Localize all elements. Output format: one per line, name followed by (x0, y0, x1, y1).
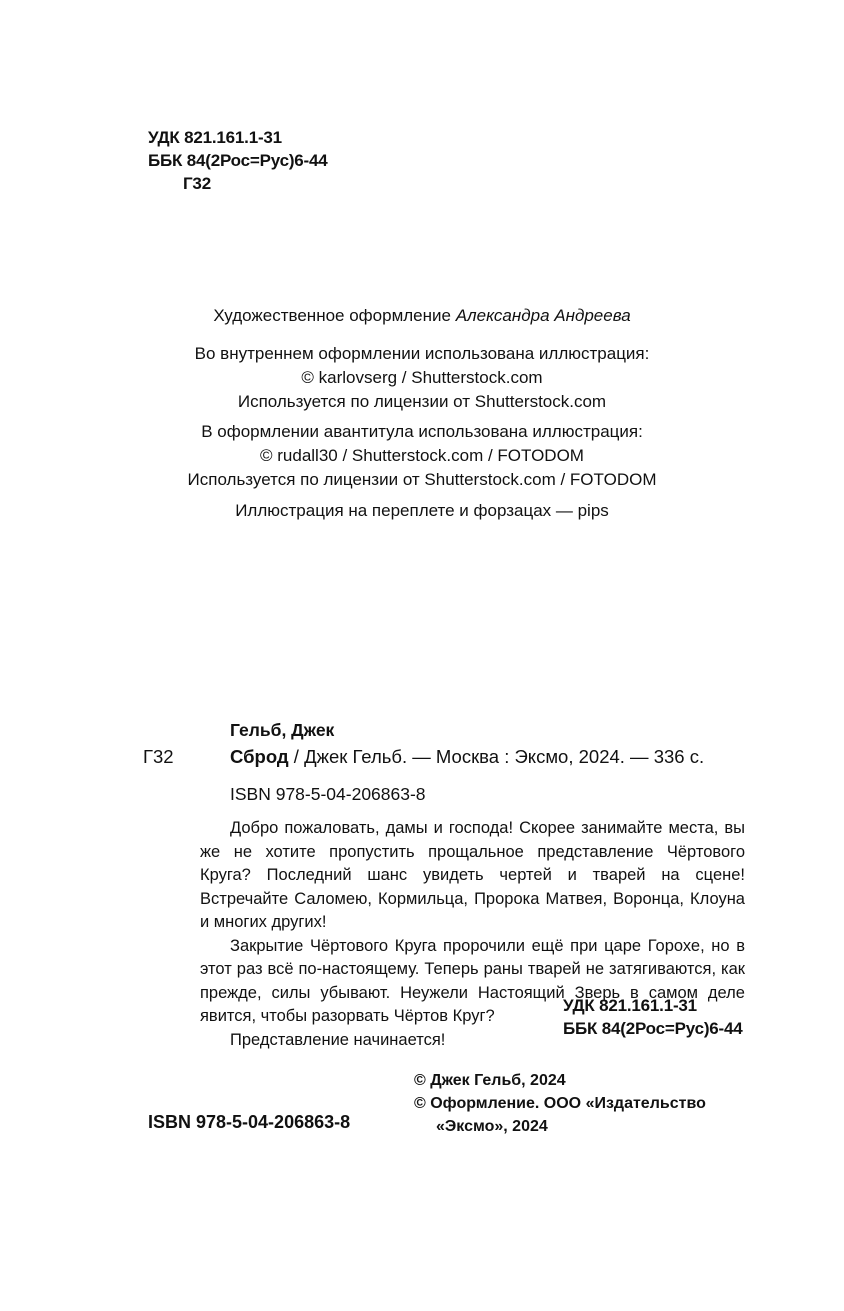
design-label: Художественное оформление (213, 306, 451, 325)
annotation-paragraph: Добро пожаловать, дамы и господа! Скорее занимайте места, вы же не хотите пропустить прощальное представление Чёртового Круга? Последний шанс увидеть чертей и тварей на сцене! Встречайте Саломею, Кормильца, Пророка Матвея, Воронца, Клоуна и многих других! (200, 819, 745, 931)
inner-illustration-label: Во внутреннем оформлении использована иллюстрация: (194, 344, 650, 363)
annotation-paragraph: Представление начинается! (230, 1030, 446, 1049)
avantitul-credit: © rudall30 / Shutterstock.com / FOTODOM (260, 446, 584, 465)
avantitul-block (0, 420, 844, 492)
bibliographic-description (230, 746, 704, 768)
cover-illustration-block (0, 499, 844, 523)
inner-illustration-credit: © karlovserg / Shutterstock.com (301, 368, 543, 387)
designer-name: Александра Андреева (455, 306, 631, 325)
annotation (200, 817, 745, 1052)
avantitul-label: В оформлении авантитула использована иллюстрация: (201, 422, 643, 441)
udk-code-top: УДК 821.161.1-31 (148, 128, 282, 147)
design-credit (0, 304, 844, 328)
bbk-code-bottom: ББК 84(2Рос=Рус)6-44 (563, 1019, 743, 1038)
book-title: Сброд (230, 746, 289, 767)
credits-block (0, 304, 844, 328)
copyright-author: © Джек Гельб, 2024 (414, 1072, 566, 1089)
isbn-bottom: ISBN 978-5-04-206863-8 (148, 1112, 351, 1132)
author-sign-top: Г32 (183, 174, 211, 193)
copyright-design: © Оформление. ООО «Издательство (414, 1095, 706, 1112)
author-heading: Гельб, Джек (230, 720, 335, 740)
inner-license: Используется по лицензии от Shutterstock.com (237, 392, 607, 411)
cover-illustration-credit: Иллюстрация на переплете и форзацах — pips (235, 501, 609, 520)
copyright-publisher: «Эксмо», 2024 (436, 1118, 548, 1135)
isbn-record: ISBN 978-5-04-206863-8 (230, 784, 426, 804)
inner-illustration-block (0, 342, 844, 414)
annotation-paragraph: Закрытие Чёртового Круга пророчили ещё при царе Горохе, но в этот раз всё по-настоящему. Теперь раны тварей не затягиваются, как прежде, силы убывают. Неужели Настоящий Зверь в самом деле явится, чтобы разорвать Чёртов Круг? (200, 936, 745, 1025)
book-description: / Джек Гельб. — Москва : Эксмо, 2024. — 336 с. (288, 746, 705, 767)
bbk-code-top: ББК 84(2Рос=Рус)6-44 (148, 151, 328, 170)
author-sign: Г32 (143, 746, 174, 767)
udk-code-bottom: УДК 821.161.1-31 (563, 996, 697, 1015)
avantitul-license: Используется по лицензии от Shutterstock.com / FOTODOM (187, 470, 657, 489)
